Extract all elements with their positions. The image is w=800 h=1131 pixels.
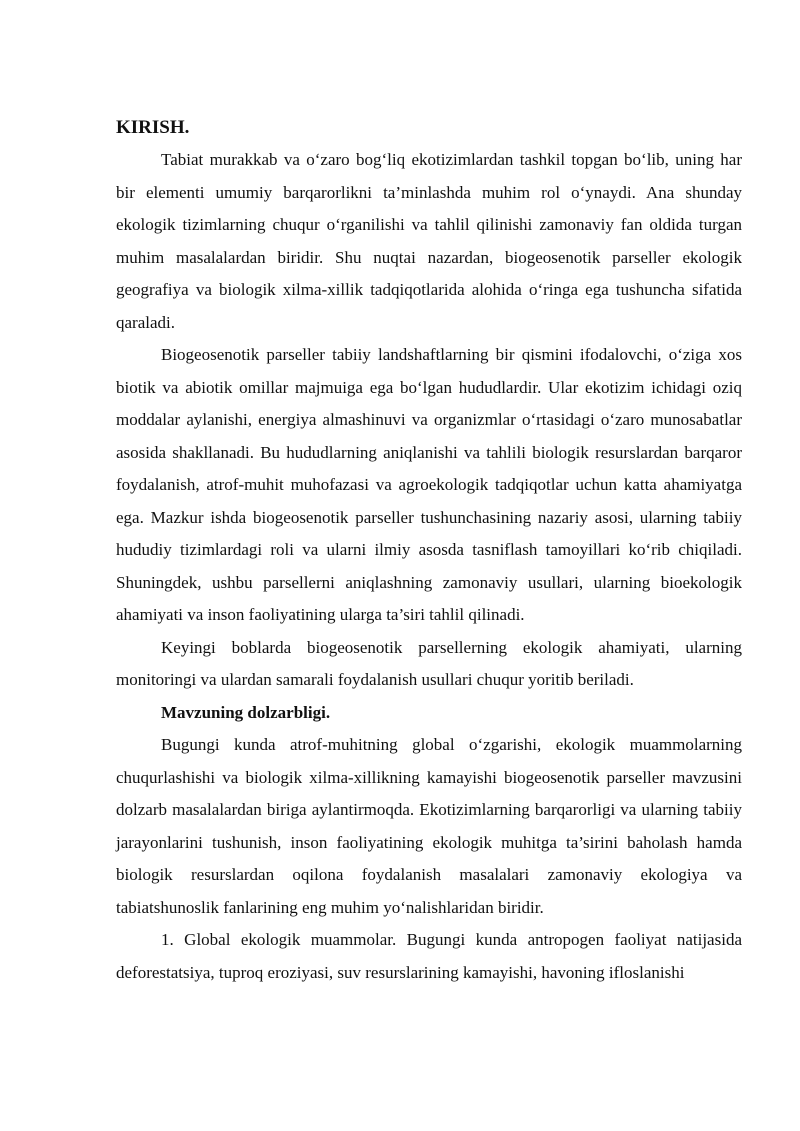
paragraph-relevance-1: Bugungi kunda atrof-muhitning global o‘zgarishi, ekologik muammolarning chuqurlashishi va biologik xilma-xillikning kamayishi biogeosenotik parseller mavzusini dolzarb masalalardan biriga aylantirmoqda. Ekotizimlarning barqarorligi va ularning tabiiy jarayonlarini tushunish, inson faoliyatining ekologik muhitga ta’sirini baholash hamda biologik resurslardan oqilona foydalanish masalalari zamonaviy ekologiya va tabiatshunoslik fanlarining eng muhim yo‘nalishlaridan biridir.	[116, 735, 742, 917]
document-page	[116, 116, 742, 989]
paragraph-intro-3: Keyingi boblarda biogeosenotik parsellerning ekologik ahamiyati, ularning monitoringi va ulardan samarali foydalanish usullari chuqur yoritib beriladi.	[116, 637, 742, 689]
paragraph-intro-1: Tabiat murakkab va o‘zaro bog‘liq ekotizimlardan tashkil topgan bo‘lib, uning har bir elementi umumiy barqarorlikni ta’minlashda muhim rol o‘ynaydi. Ana shunday ekologik tizimlarning chuqur o‘rganilishi va tahlil qilinishi zamonaviy fan oldida turgan muhim masalalardan biridir. Shu nuqtai nazardan, biogeosenotik parseller ekologik geografiya va biologik xilma-xillik tadqiqotlarida alohida o‘ringa ega tushuncha sifatida qaraladi.	[116, 150, 742, 332]
section-title: KIRISH.	[116, 117, 190, 138]
paragraph-relevance-2: 1. Global ekologik muammolar. Bugungi kunda antropogen faoliyat natijasida deforestatsiya, tuproq eroziyasi, suv resurslarining kamayishi, havoning ifloslanishi	[116, 930, 742, 982]
paragraph-intro-2: Biogeosenotik parseller tabiiy landshaftlarning bir qismini ifodalovchi, o‘ziga xos biotik va abiotik omillar majmuiga ega bo‘lgan hududlardir. Ular ekotizim ichidagi oziq moddalar aylanishi, energiya almashinuvi va organizmlar o‘rtasidagi o‘zaro munosabatlar asosida shakllanadi. Bu hududlarning aniqlanishi va tahlili biologik resurslardan barqaror foydalanish, atrof-muhit muhofazasi va agroekologik tadqiqotlar uchun katta ahamiyatga ega. Mazkur ishda biogeosenotik parseller tushunchasining nazariy asosi, ularning tabiiy hududiy tizimlardagi roli va ularni ilmiy asosda tasniflash tamoyillari ko‘rib chiqiladi. Shuningdek, ushbu parsellerni aniqlashning zamonaviy usullari, ularning bioekologik ahamiyati va inson faoliyatining ularga ta’siri tahlil qilinadi.	[116, 345, 742, 624]
subsection-title: Mavzuning dolzarbligi.	[161, 702, 331, 722]
